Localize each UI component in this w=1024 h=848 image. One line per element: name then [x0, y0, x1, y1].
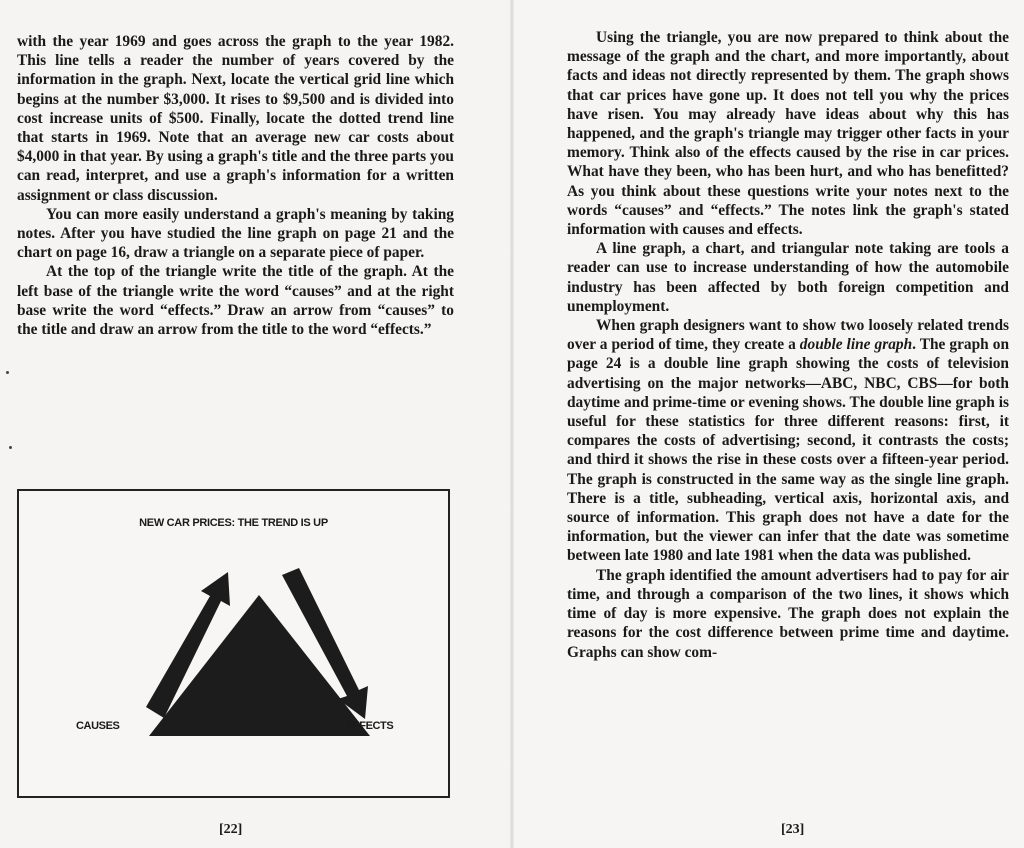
left-page-text: [17, 32, 454, 339]
right-paragraph-2: A line graph, a chart, and triangular note taking are tools a reader can use to increase understanding of how the automobile industry has been affected by both foreign competition and unemployment.: [567, 240, 1009, 315]
left-paragraph-2: You can more easily understand a graph's meaning by taking notes. After you have studied the line graph on page 21 and the chart on page 16, draw a triangle on a separate piece of paper.: [17, 205, 454, 262]
effects-label: EFFECTS: [346, 720, 394, 732]
figure-title: NEW CAR PRICES: THE TREND IS UP: [139, 517, 328, 529]
triangle-diagram: [19, 491, 448, 796]
triangle-figure: [17, 489, 450, 798]
right-page-number: [23]: [781, 822, 805, 837]
right-paragraph-4: The graph identified the amount advertisers had to pay for air time, and through a comparison of the two lines, it shows which time of day is more expensive. The graph does not explain the reasons for the cost difference between prime time and daytime. Graphs can show com-: [567, 566, 1009, 661]
causes-label: CAUSES: [76, 720, 120, 732]
print-speck: [6, 371, 9, 374]
print-speck: [9, 446, 12, 449]
right-paragraph-3: When graph designers want to show two loosely related trends over a period of time, they create a double line graph. The graph on page 24 is a double line graph showing the costs of television advertising on the major networks—ABC, NBC, CBS—for both daytime and prime-time or evening shows. The double line graph is useful for these statistics for three different reasons: first, it compares the costs of advertising; second, it contrasts the costs; and third it shows the rise in these costs over a fifteen-year period. The graph is constructed in the same way as the single line graph. There is a title, subheading, vertical axis, horizontal axis, and source of information. This graph does not have a date for the information, but the viewer can infer that the date was sometime between late 1980 and late 1981 when the data was published.: [567, 317, 1010, 565]
left-page-number: [22]: [219, 822, 243, 837]
term-double-line-graph: double line graph: [799, 336, 913, 354]
book-gutter: [510, 0, 514, 848]
left-paragraph-1: with the year 1969 and goes across the graph to the year 1982. This line tells a reader the number of years covered by the information in the graph. Next, locate the vertical grid line which begins at the number $3,000. It rises to $9,500 and is divided into cost increase units of $500. Finally, locate the dotted trend line that starts in 1969. Note that an average new car costs about $4,000 in that year. By using a graph's title and the three parts you can read, interpret, and use a graph's information for a written assignment or class discussion.: [17, 33, 454, 204]
right-paragraph-1: Using the triangle, you are now prepared to think about the message of the graph and the chart, and more importantly, about facts and ideas not directly represented by them. The graph shows that car prices have gone up. It does not tell you why the prices have risen. You may already have ideas about why this has happened, and the graph's triangle may trigger other facts in your memory. Think also of the effects caused by the rise in car prices. What have they been, who has been hurt, and who has benefitted? As you think about these questions write your notes next to the words “causes” and “effects.” The notes link the graph's stated information with causes and effects.: [567, 29, 1009, 239]
right-page-text: [567, 28, 1009, 662]
left-paragraph-3: At the top of the triangle write the title of the graph. At the left base of the triangle write the word “causes” and at the right base write the word “effects.” Draw an arrow from “causes” to the title and draw an arrow from the title to the word “effects.”: [17, 263, 454, 339]
